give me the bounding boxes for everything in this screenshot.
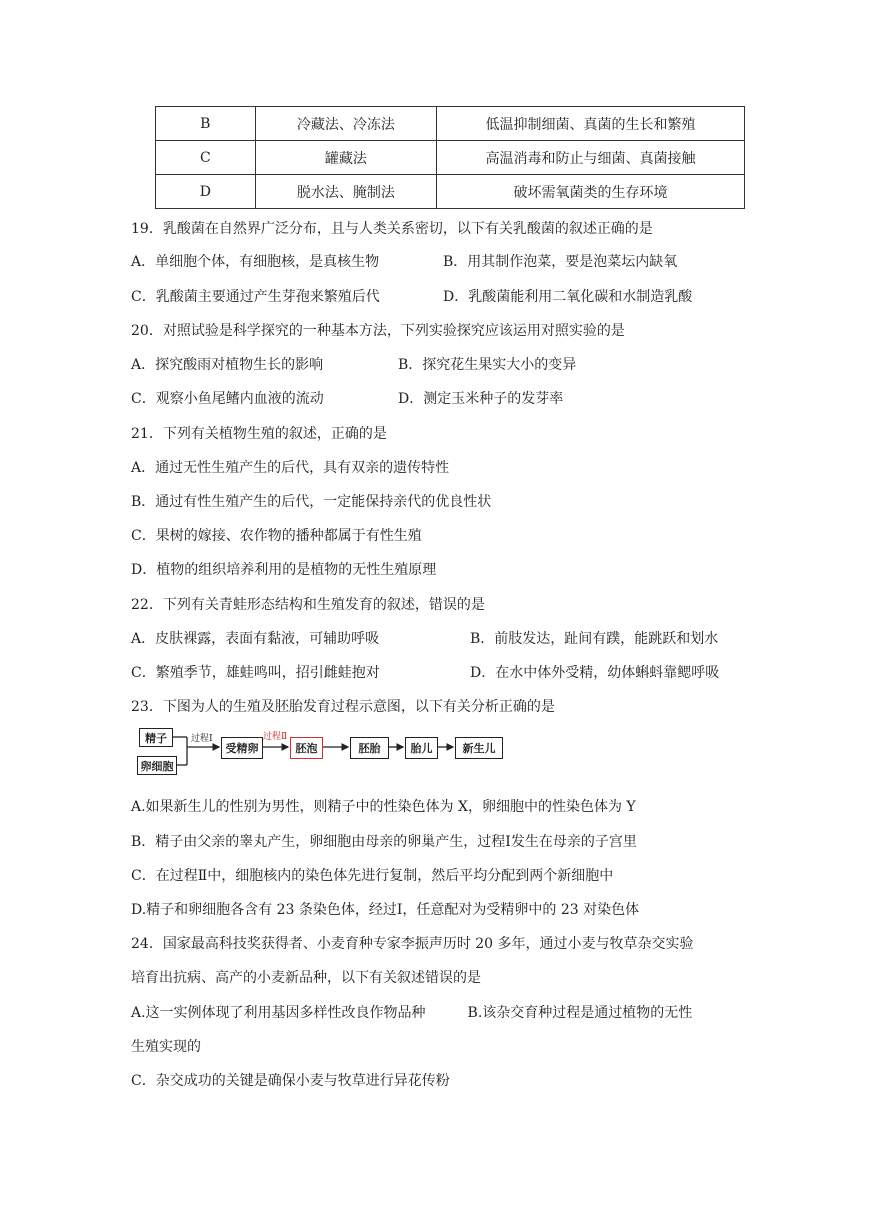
q19-option-d: D．乳酸菌能利用二氧化碳和水制造乳酸 <box>443 289 693 305</box>
q19-option-b: B．用其制作泡菜，要是泡菜坛内缺氧 <box>443 254 678 270</box>
q22-option-a: A．皮肤裸露，表面有黏液，可辅助呼吸 <box>131 631 380 647</box>
q20-option-d: D．测定玉米种子的发芽率 <box>398 391 564 407</box>
process-2-label: 过程Ⅱ <box>263 732 288 742</box>
q23-option-a: A.如果新生儿的性别为男性，则精子中的性染色体为 X，卵细胞中的性染色体为 Y <box>131 799 636 815</box>
table-cell-option: B <box>156 107 256 141</box>
table-cell-principle: 低温抑制细菌、真菌的生长和繁殖 <box>437 107 745 141</box>
q22-option-b: B．前肢发达，趾间有蹼，能跳跃和划水 <box>470 631 719 647</box>
q21-option-b: B．通过有性生殖产生的后代，一定能保持亲代的优良性状 <box>131 494 492 510</box>
q21-option-a: A．通过无性生殖产生的后代，具有双亲的遗传特性 <box>131 460 450 476</box>
table-cell-method: 脱水法、腌制法 <box>255 175 436 209</box>
q22-option-d: D．在水中体外受精，幼体蝌蚪靠鳃呼吸 <box>470 665 720 681</box>
q24-options-ab: A.这一实例体现了利用基因多样性改良作物品种 B.该杂交育种过程是通过植物的无性 <box>131 1005 693 1021</box>
q23-option-d: D.精子和卵细胞各含有 23 条染色体，经过Ⅰ，任意配对为受精卵中的 23 对染色体 <box>131 902 640 918</box>
process-1-label: 过程Ⅰ <box>191 734 213 744</box>
question-24-stem: 24．国家最高科技奖获得者、小麦育种专家李振声历时 20 多年，通过小麦与牧草杂交实验 <box>131 936 694 952</box>
blastocyst-box: 胚泡 <box>290 737 323 759</box>
q19-option-a: A．单细胞个体，有细胞核，是真核生物 <box>131 254 380 270</box>
q24-option-c: C．杂交成功的关键是确保小麦与牧草进行异花传粉 <box>131 1073 450 1089</box>
q22-option-c: C．繁殖季节，雄蛙鸣叫，招引雌蛙抱对 <box>131 665 380 681</box>
table-cell-method: 冷藏法、冷冻法 <box>255 107 436 141</box>
q23-option-b: B．精子由父亲的睾丸产生，卵细胞由母亲的卵巢产生，过程Ⅰ发生在母亲的子宫里 <box>131 834 637 850</box>
fetus-box: 胎儿 <box>405 737 438 759</box>
q19-option-c: C．乳酸菌主要通过产生芽孢来繁殖后代 <box>131 289 380 305</box>
table-cell-option: C <box>156 141 256 175</box>
q21-option-d: D．植物的组织培养利用的是植物的无性生殖原理 <box>131 562 437 578</box>
question-24-stem-cont: 培育出抗病、高产的小麦新品种，以下有关叙述错误的是 <box>131 970 481 986</box>
question-22-stem: 22．下列有关青蛙形态结构和生殖发育的叙述，错误的是 <box>131 597 485 613</box>
q20-option-a: A．探究酸雨对植物生长的影响 <box>131 357 324 373</box>
preservation-table <box>155 106 745 209</box>
reproduction-process-diagram <box>135 725 515 780</box>
table-cell-principle: 破坏需氧菌类的生存环境 <box>437 175 745 209</box>
q21-option-c: C．果树的嫁接、农作物的播种都属于有性生殖 <box>131 528 422 544</box>
q20-option-b: B．探究花生果实大小的变异 <box>398 357 577 373</box>
question-21-stem: 21．下列有关植物生殖的叙述，正确的是 <box>131 426 387 442</box>
table-cell-principle: 高温消毒和防止与细菌、真菌接触 <box>437 141 745 175</box>
q24-option-b-cont: 生殖实现的 <box>131 1039 201 1055</box>
table-cell-option: D <box>156 175 256 209</box>
q23-option-c: C．在过程Ⅱ中，细胞核内的染色体先进行复制，然后平均分配到两个新细胞中 <box>131 868 614 884</box>
question-20-stem: 20．对照试验是科学探究的一种基本方法，下列实验探究应该运用对照实验的是 <box>131 323 625 339</box>
table-row <box>156 175 745 209</box>
question-23-stem: 23．下图为人的生殖及胚胎发育过程示意图，以下有关分析正确的是 <box>131 699 555 715</box>
table-cell-method: 罐藏法 <box>255 141 436 175</box>
table-row <box>156 141 745 175</box>
question-19-stem: 19．乳酸菌在自然界广泛分布，且与人类关系密切，以下有关乳酸菌的叙述正确的是 <box>131 221 653 237</box>
table-row <box>156 107 745 141</box>
egg-box: 卵细胞 <box>137 756 177 775</box>
embryo-box: 胚胎 <box>350 737 389 759</box>
sperm-box: 精子 <box>139 728 173 747</box>
newborn-box: 新生儿 <box>455 737 503 759</box>
zygote-box: 受精卵 <box>221 737 263 759</box>
q20-option-c: C．观察小鱼尾鳍内血液的流动 <box>131 391 324 407</box>
